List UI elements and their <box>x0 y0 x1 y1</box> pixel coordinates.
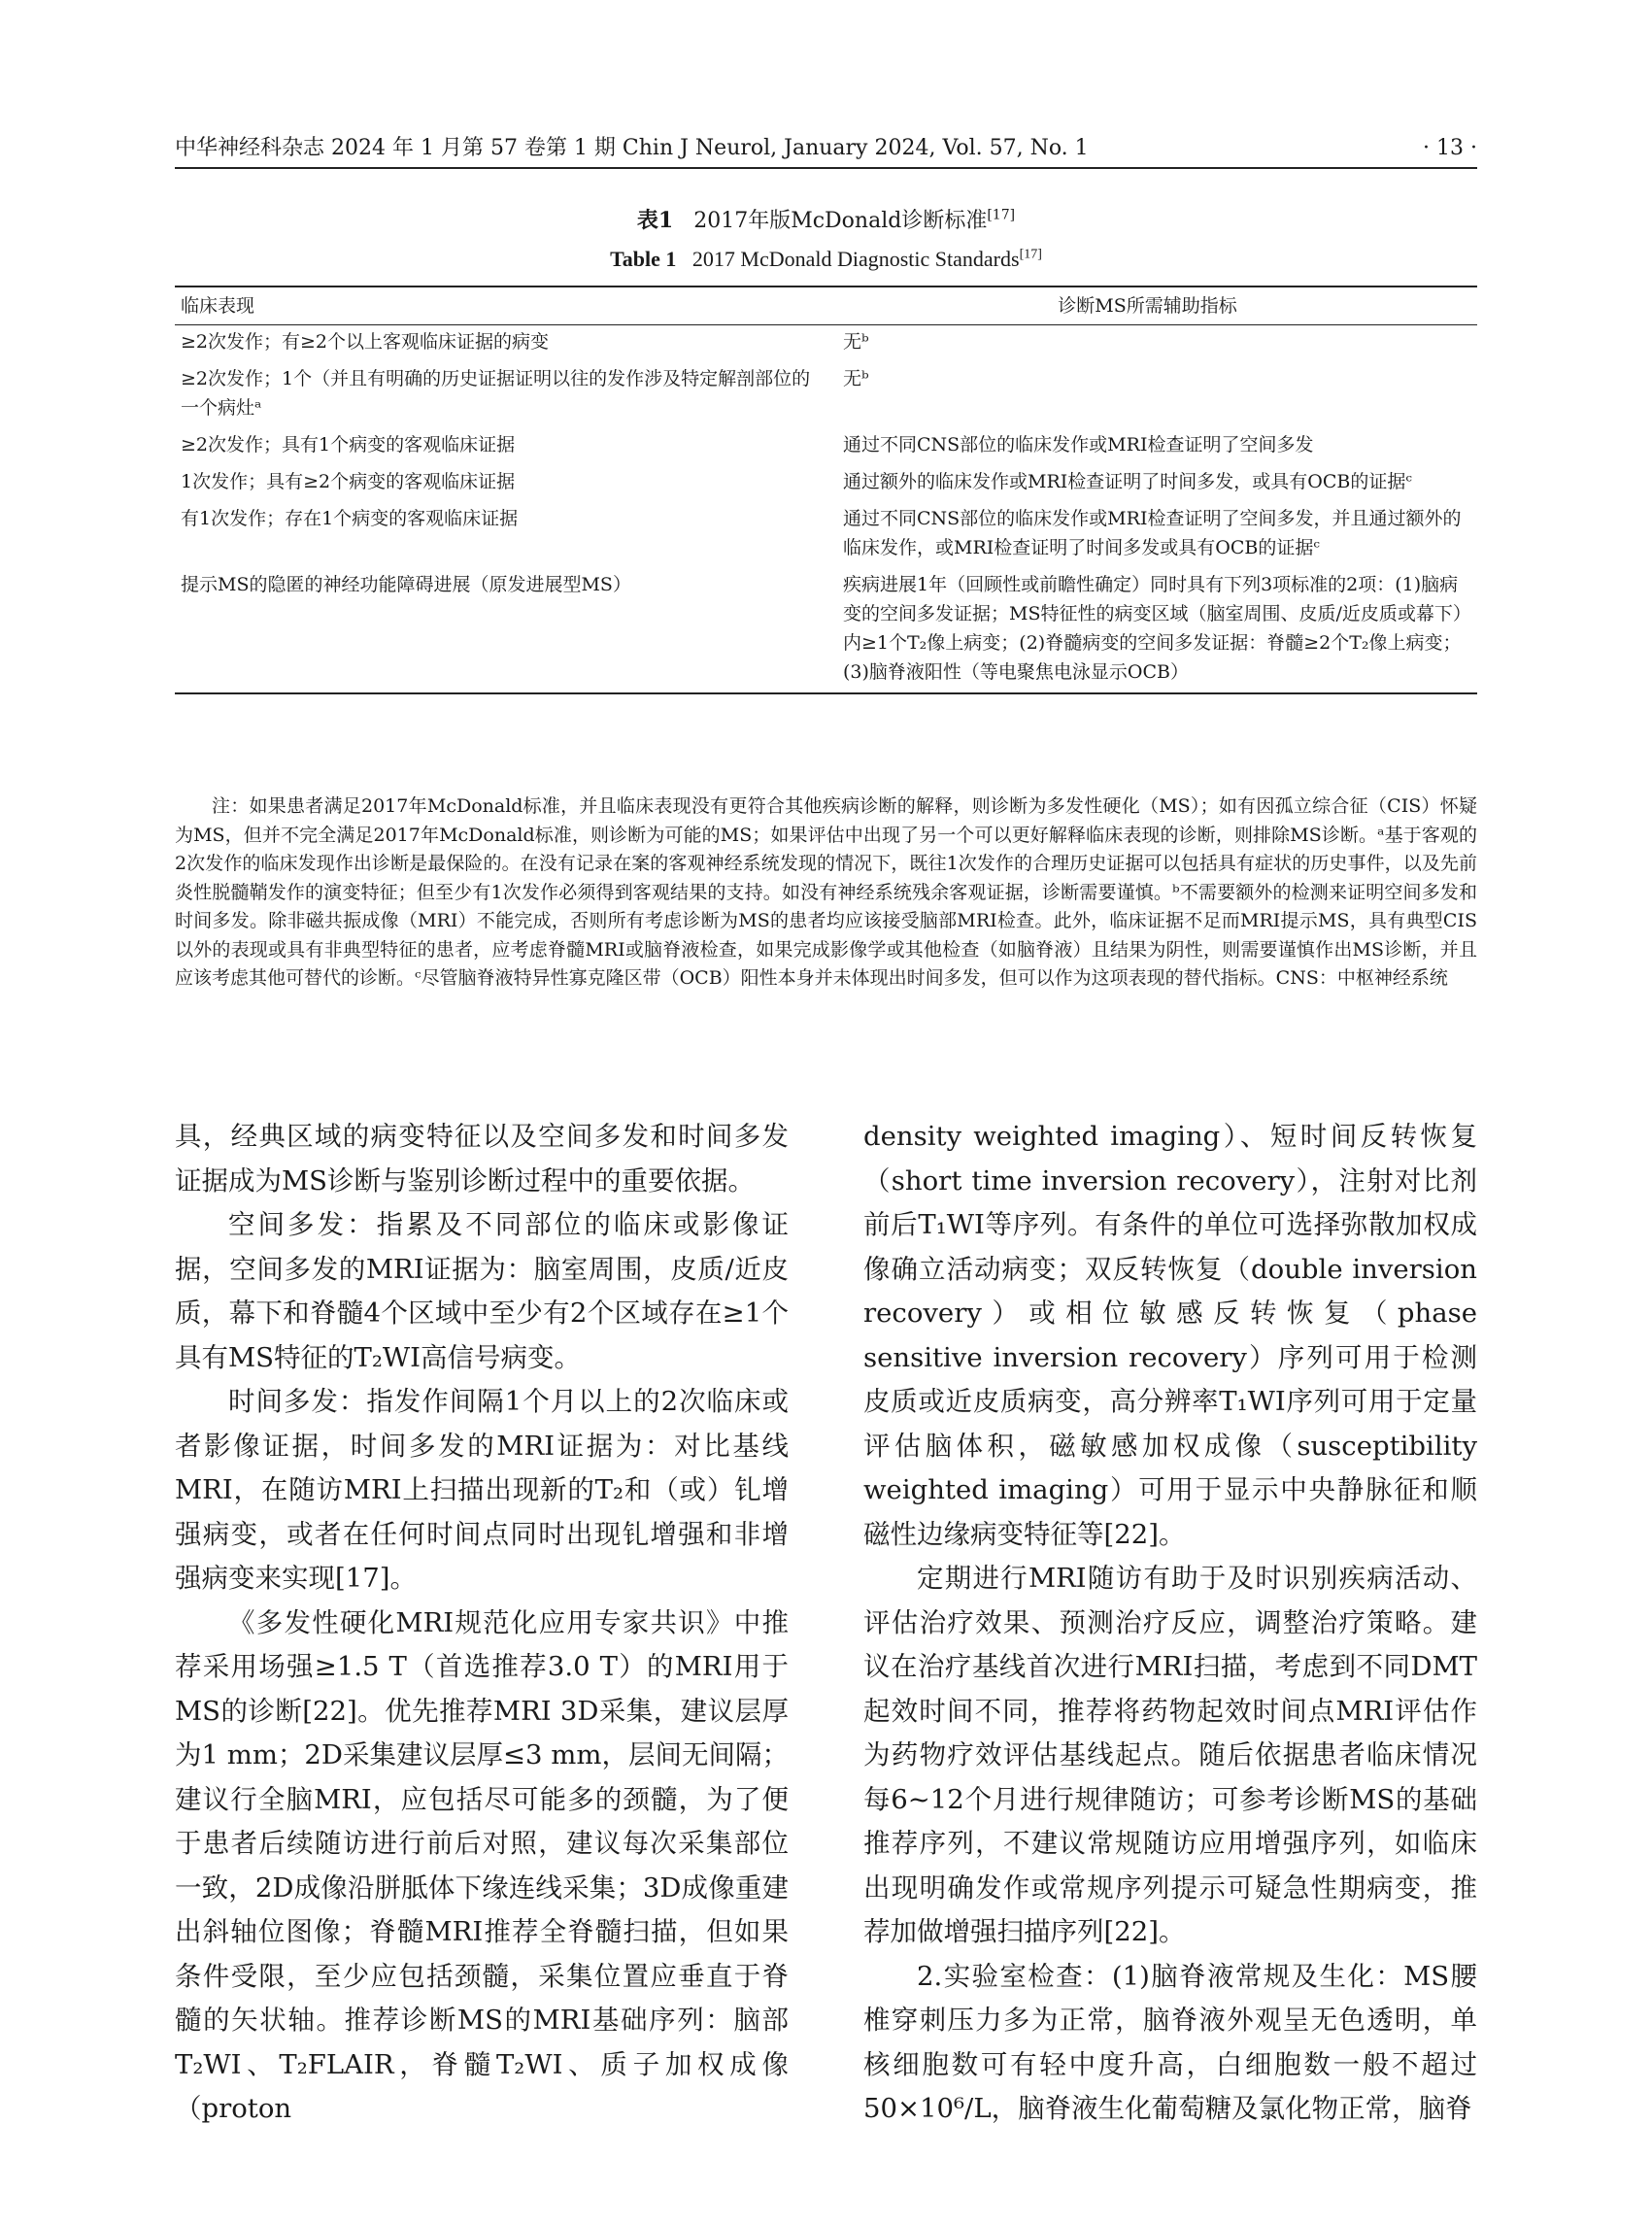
table-ref-zh: [17] <box>987 207 1016 223</box>
table-ref-en: [17] <box>1019 247 1042 262</box>
table-row <box>175 502 1477 568</box>
body-paragraph: 空间多发：指累及不同部位的临床或影像证据，空间多发的MRI证据为：脑室周围，皮质/近皮质，幕下和脊髓4个区域中至少有2个区域存在≥1个具有MS特征的T₂WI高信号病变。 <box>175 1209 789 1373</box>
table-caption-zh <box>175 206 1477 236</box>
cell-clinical: 有1次发作；存在1个病变的客观临床证据 <box>181 508 519 529</box>
table-title-zh: 2017年版McDonald诊断标准 <box>693 209 988 233</box>
cell-clinical: ≥2次发作；1个（并且有明确的历史证据证明以往的发作涉及特定解剖部位的一个病灶ᵃ <box>181 368 811 419</box>
table-title-en: 2017 McDonald Diagnostic Standards <box>691 247 1020 271</box>
journal-info: 中华神经科杂志 2024 年 1 月第 57 卷第 1 期 Chin J Neurol, January 2024, Vol. 57, No. 1 <box>175 136 1089 160</box>
cell-clinical: 提示MS的隐匿的神经功能障碍进展（原发进展型MS） <box>175 568 818 693</box>
body-paragraph: 《多发性硬化MRI规范化应用专家共识》中推荐采用场强≥1.5 T（首选推荐3.0 T）的MRI用于MS的诊断[22]。优先推荐MRI 3D采集，建议层厚为1 mm；2D采集建议层厚≤3 mm，层间无间隔；建议行全脑MRI，应包括尽可能多的颈髓，为了便于患者后续随访进行前后对照，建议每次采集部位一致，2D成像沿胼胝体下缘连线采集；3D成像重建出斜轴位图像；脊髓MRI推荐全脊髓扫描，但如果条件受限，至少应包括颈髓，采集位置应垂直于脊髓的矢状轴。推荐诊断MS的MRI基础序列：脑部T₂WI、T₂FLAIR，脊髓T₂WI、质子加权成像（proton <box>175 1606 789 2124</box>
cell-clinical: ≥2次发作；有≥2个以上客观临床证据的病变 <box>181 331 550 353</box>
table-header-row <box>175 287 1477 325</box>
header-clinical: 临床表现 <box>175 287 818 325</box>
mcdonald-criteria-table <box>175 286 1477 694</box>
cell-criteria: 疾病进展1年（回顾性或前瞻性确定）同时具有下列3项标准的2项：(1)脑病变的空间多发证据；MS特征性的病变区域（脑室周围、皮质/近皮质或幕下）内≥1个T₂像上病变；(2)脊髓病变的空间多发证据：脊髓≥2个T₂像上病变；(3)脑脊液阳性（等电聚焦电泳显示OCB） <box>818 568 1477 693</box>
cell-clinical: 1次发作；具有≥2个病变的客观临床证据 <box>181 471 516 492</box>
body-paragraph: 时间多发：指发作间隔1个月以上的2次临床或者影像证据，时间多发的MRI证据为：对比基线MRI，在随访MRI上扫描出现新的T₂和（或）钆增强病变，或者在任何时间点同时出现钆增强和非增强病变来实现[17]。 <box>175 1386 789 1594</box>
running-header <box>175 134 1477 169</box>
table-label-en: Table 1 <box>610 247 677 271</box>
body-column-left <box>175 1115 789 2132</box>
body-paragraph: density weighted imaging）、短时间反转恢复（short time inversion recovery），注射对比剂前后T₁WI等序列。有条件的单位可选择弥散加权成像确立活动病变；双反转恢复（double inversion recovery）或相位敏感反转恢复（phase sensitive inversion recovery）序列可用于检测皮质或近皮质病变，高分辨率T₁WI序列可用于定量评估脑体积，磁敏感加权成像（susceptibility weighted imaging）可用于显示中央静脉征和顺磁性边缘病变特征等[22]。 <box>863 1121 1477 1550</box>
table-row <box>175 362 1477 428</box>
body-column-right <box>863 1115 1477 2132</box>
header-criteria: 诊断MS所需辅助指标 <box>818 287 1477 325</box>
body-paragraph: 具，经典区域的病变特征以及空间多发和时间多发证据成为MS诊断与鉴别诊断过程中的重要依据。 <box>175 1121 789 1197</box>
cell-clinical: ≥2次发作；具有1个病变的客观临床证据 <box>181 434 516 455</box>
cell-criteria: 无ᵇ <box>843 331 869 353</box>
body-paragraph: 2.实验室检查：(1)脑脊液常规及生化：MS腰椎穿刺压力多为正常，脑脊液外观呈无色透明，单核细胞数可有轻中度升高，白细胞数一般不超过50×10⁶/L，脑脊液生化葡萄糖及氯化物正常，脑脊 <box>863 1960 1477 2124</box>
table-row <box>175 465 1477 502</box>
table-row <box>175 325 1477 363</box>
cell-criteria: 通过不同CNS部位的临床发作或MRI检查证明了空间多发 <box>843 434 1314 455</box>
cell-criteria: 通过不同CNS部位的临床发作或MRI检查证明了空间多发，并且通过额外的临床发作，或MRI检查证明了时间多发或具有OCB的证据ᶜ <box>843 508 1462 558</box>
cell-criteria: 无ᵇ <box>843 368 869 389</box>
table-row <box>175 428 1477 465</box>
body-paragraph: 定期进行MRI随访有助于及时识别疾病活动、评估治疗效果、预测治疗反应，调整治疗策略。建议在治疗基线首次进行MRI扫描，考虑到不同DMT起效时间不同，推荐将药物起效时间点MRI评估作为药物疗效评估基线起点。随后依据患者临床情况每6~12个月进行规律随访；可参考诊断MS的基础推荐序列，不建议常规随访应用增强序列，如临床出现明确发作或常规序列提示可疑急性期病变，推荐加做增强扫描序列[22]。 <box>863 1563 1477 1947</box>
table-caption-en <box>175 245 1477 274</box>
table-footnote: 注：如果患者满足2017年McDonald标准，并且临床表现没有更符合其他疾病诊断的解释，则诊断为多发性硬化（MS）；如有因孤立综合征（CIS）怀疑为MS，但并不完全满足2017年McDonald标准，则诊断为可能的MS；如果评估中出现了另一个可以更好解释临床表现的诊断，则排除MS诊断。ᵃ基于客观的2次发作的临床发现作出诊断是最保险的。在没有记录在案的客观神经系统发现的情况下，既往1次发作的合理历史证据可以包括具有症状的历史事件，以及先前炎性脱髓鞘发作的演变特征；但至少有1次发作必须得到客观结果的支持。如没有神经系统残余客观证据，诊断需要谨慎。ᵇ不需要额外的检测来证明空间多发和时间多发。除非磁共振成像（MRI）不能完成，否则所有考虑诊断为MS的患者均应该接受脑部MRI检查。此外，临床证据不足而MRI提示MS，具有典型CIS以外的表现或具有非典型特征的患者，应考虑脊髓MRI或脑脊液检查，如果完成影像学或其他检查（如脑脊液）且结果为阴性，则需要谨慎作出MS诊断，并且应该考虑其他可替代的诊断。ᶜ尽管脑脊液特异性寡克隆区带（OCB）阳性本身并未体现出时间多发，但可以作为这项表现的替代指标。CNS：中枢神经系统 <box>175 795 1477 989</box>
table-row <box>175 568 1477 693</box>
page-number: · 13 · <box>1423 136 1477 160</box>
cell-criteria: 通过额外的临床发作或MRI检查证明了时间多发，或具有OCB的证据ᶜ <box>843 471 1412 492</box>
table-label-zh: 表1 <box>636 208 674 233</box>
